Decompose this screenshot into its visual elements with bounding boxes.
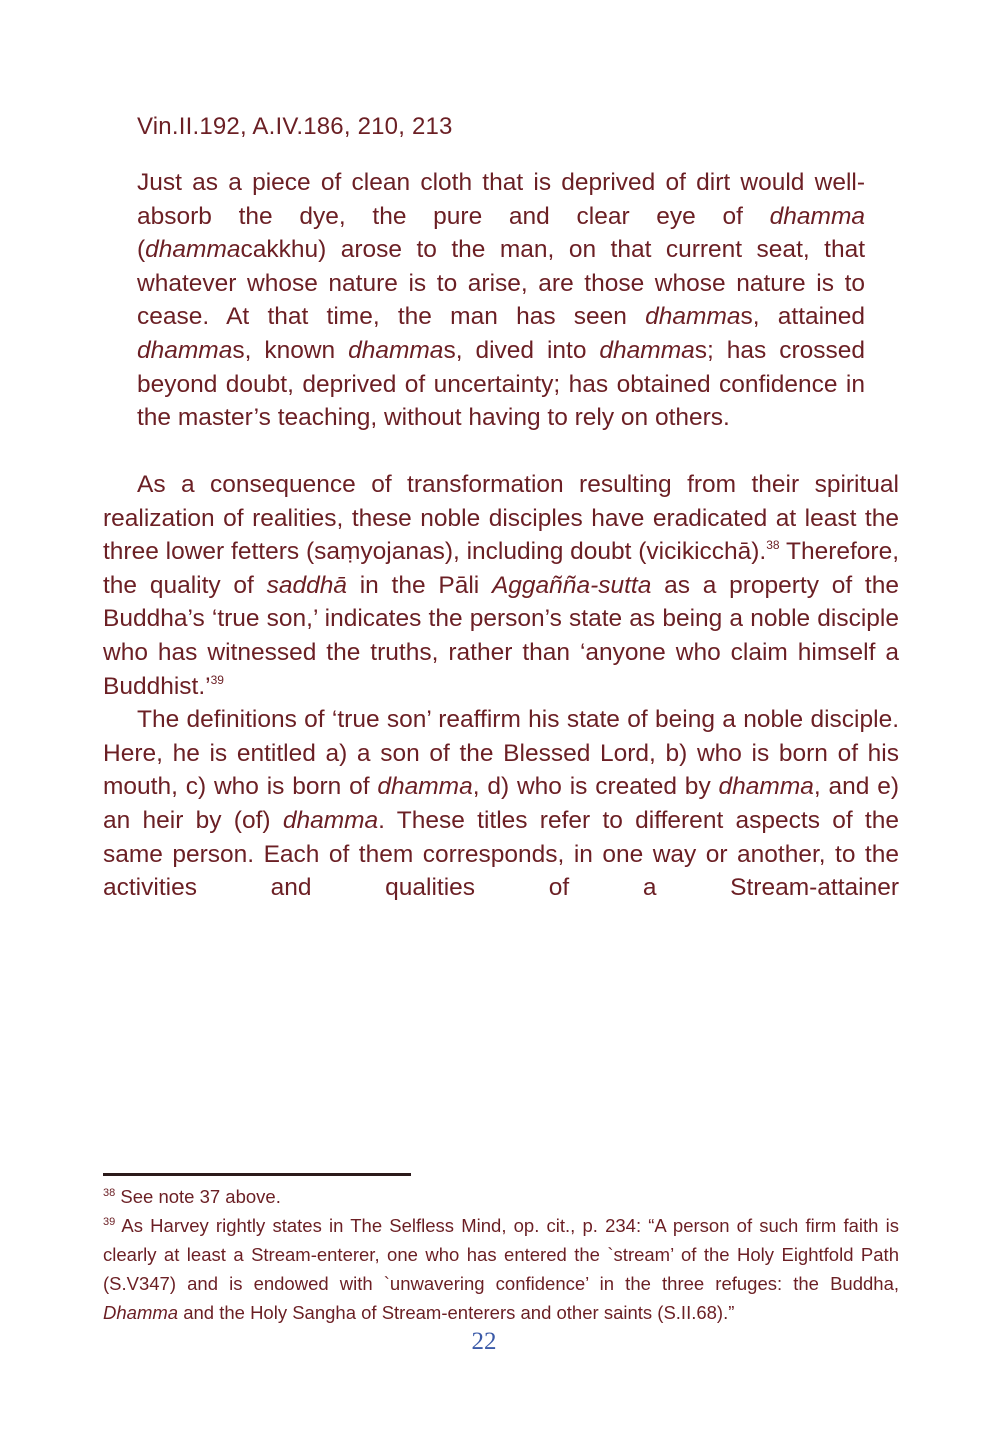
footnote-number: 38 xyxy=(103,1187,116,1199)
paragraph-text: As a consequence of transformation resulting from their spiritual realization of realities, these noble disciples have eradicated at least the three lower fetters (saṃyojanas), including doubt (vicikicchā). xyxy=(103,471,899,566)
footnote-39 xyxy=(103,1211,899,1327)
body-text xyxy=(103,468,899,905)
quote-text: s; has crossed beyond doubt, deprived of uncertainty; has obtained confidence in the master’s teaching, without having to rely on others. xyxy=(137,336,865,432)
quote-emphasis: dhamma xyxy=(599,336,695,364)
paragraph-text: Therefore, the quality of xyxy=(103,538,899,599)
quote-emphasis: dhamma xyxy=(145,236,241,264)
paragraph-emphasis: saddhā xyxy=(266,571,347,599)
footnote-emphasis: Dhamma xyxy=(103,1302,179,1323)
quote-text: Just as a piece of clean cloth that is deprived of dirt would well-absorb the dye, the pure and clear eye of xyxy=(137,169,865,230)
paragraph-emphasis: dhamma xyxy=(377,773,473,801)
paragraph-text: , d) who is created by xyxy=(472,773,719,801)
paragraph-text: as a property of the Buddha’s ‘true son,’ indicates the person’s state as being a noble disciple who has witnessed the truths, rather than ‘anyone who claim himself a Buddhist.’ xyxy=(103,571,899,700)
paragraph-emphasis: dhamma xyxy=(718,773,814,801)
quote-text: s, attained xyxy=(740,303,865,331)
quote-emphasis: dhamma xyxy=(137,336,233,364)
quote-emphasis: dhamma xyxy=(645,303,741,331)
paragraph-emphasis: dhamma xyxy=(282,806,379,834)
paragraph-emphasis: Aggañña-sutta xyxy=(491,571,652,599)
footnote-number: 39 xyxy=(103,1216,116,1228)
quote-emphasis: dhamma xyxy=(769,202,865,230)
footnote-text: As Harvey rightly states in The Selfless Mind, op. cit., p. 234: “A person of such firm faith is clearly at least a Stream-enterer, one who has entered the `stream’ of the Holy Eightfold Path (S.V347) and is endowed with `unwavering confidence’ in the three refuges: the Buddha, xyxy=(103,1215,899,1294)
quote-text: s, dived into xyxy=(443,336,600,364)
quote-text: cakkhu) arose to the man, on that current seat, that whatever whose nature is to arise, are those whose nature is to cease. At that time, the man has seen xyxy=(137,236,865,331)
quote-emphasis: dhamma xyxy=(348,336,444,364)
footnote-divider xyxy=(103,1173,411,1176)
quote-text: ( xyxy=(137,236,146,264)
paragraph-text: , and e) an heir by (of) xyxy=(103,773,899,834)
footnote-text: See note 37 above. xyxy=(115,1186,281,1207)
paragraph-text: . These titles refer to different aspects of the same person. Each of them corresponds, in one way or another, to the activities and qualities of a Stream-attainer xyxy=(103,806,899,902)
block-quote xyxy=(137,166,865,435)
paragraph-text: in the Pāli xyxy=(346,571,492,599)
paragraph-1 xyxy=(103,468,899,703)
paragraph-2 xyxy=(103,703,899,905)
reference-line: Vin.II.192, A.IV.186, 210, 213 xyxy=(137,113,453,140)
footnote-text: and the Holy Sangha of Stream-enterers and other saints (S.II.68).” xyxy=(178,1302,735,1323)
paragraph-text: The definitions of ‘true son’ reaffirm his state of being a noble disciple. Here, he is entitled a) a son of the Blessed Lord, b) who is born of his mouth, c) who is born of xyxy=(103,706,899,801)
footnotes xyxy=(103,1182,899,1327)
page-number: 22 xyxy=(471,1328,497,1355)
quote-text: s, known xyxy=(232,336,349,364)
footnote-ref-39[interactable]: 39 xyxy=(210,672,224,687)
footnote-ref-38[interactable]: 38 xyxy=(766,538,780,553)
footnote-38 xyxy=(103,1182,899,1211)
